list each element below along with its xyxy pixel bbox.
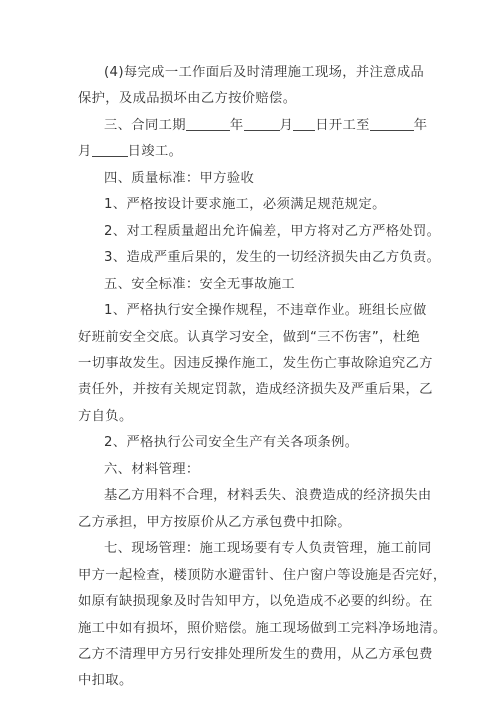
paragraph-line: 一切事故发生。因违反操作施工，发生伤亡事故除追究乙方 — [78, 356, 433, 371]
paragraph-line: 好班前安全交底。认真学习安全，做到“三不伤害”，杜绝 — [78, 330, 421, 345]
section-heading: 四、质量标准：甲方验收 — [104, 171, 255, 186]
contract-period-line-2 — [78, 142, 438, 162]
paragraph-line: 乙方不清理甲方另行安排处理所发生的费用，从乙方承包费 — [78, 647, 433, 662]
year-label: 年 — [413, 118, 428, 133]
paragraph-line: 基乙方用料不合理，材料丢失、浪费造成的经济损失由 — [104, 488, 432, 503]
paragraph-line: 甲方一起检查，楼顶防水避雷针、住户窗户等设施是否完好， — [78, 568, 447, 583]
paragraph-line: 2、对工程质量超出允许偏差，甲方将对乙方严格处罚。 — [104, 224, 441, 239]
paragraph-line: 如原有缺损现象及时告知甲方，以免造成不必要的纠纷。在 — [78, 594, 433, 609]
section-heading: 七、现场管理：施工现场要有专人负责管理，施工前同 — [104, 541, 432, 556]
paragraph-line: 中扣取。 — [78, 673, 133, 688]
completion-label: 日竣工。 — [127, 144, 183, 159]
year-label: 年 — [229, 118, 244, 133]
section-heading: 五、安全标准：安全无事故施工 — [104, 277, 296, 292]
paragraph-line: (4)每完成一工作面后及时清理施工现场，并注意成品 — [104, 65, 425, 80]
paragraph-line: 3、造成严重后果的，发生的一切经济损失由乙方负责。 — [104, 250, 441, 265]
month-label: 月 — [279, 118, 294, 133]
paragraph-line: 1、严格按设计要求施工，必须满足规范规定。 — [104, 197, 386, 212]
paragraph-line: 方自负。 — [78, 409, 133, 424]
contract-period-label: 三、合同工期 — [104, 118, 186, 133]
blank-underline — [293, 116, 315, 131]
paragraph-line: 施工中如有损坏，照价赔偿。施工现场做到工完料净场地清。 — [78, 621, 447, 636]
paragraph-line: 责任外，并按有关规定罚款，造成经济损失及严重后果，乙 — [78, 382, 433, 397]
blank-underline — [370, 116, 414, 131]
contract-period-line — [104, 116, 464, 136]
blank-underline — [186, 116, 230, 131]
paragraph-line: 2、严格执行公司安全生产有关各项条例。 — [104, 435, 359, 450]
blank-underline — [92, 142, 128, 157]
paragraph-line: 1、严格执行安全操作规程，不违章作业。班组长应做 — [104, 303, 427, 318]
start-label: 日开工至 — [315, 118, 370, 133]
blank-underline — [244, 116, 280, 131]
paragraph-line: 保护，及成品损坏由乙方按价赔偿。 — [78, 91, 297, 106]
month-label: 月 — [78, 144, 92, 159]
section-heading: 六、材料管理： — [104, 462, 200, 477]
paragraph-line: 乙方承担，甲方按原价从乙方承包费中扣除。 — [78, 515, 351, 530]
